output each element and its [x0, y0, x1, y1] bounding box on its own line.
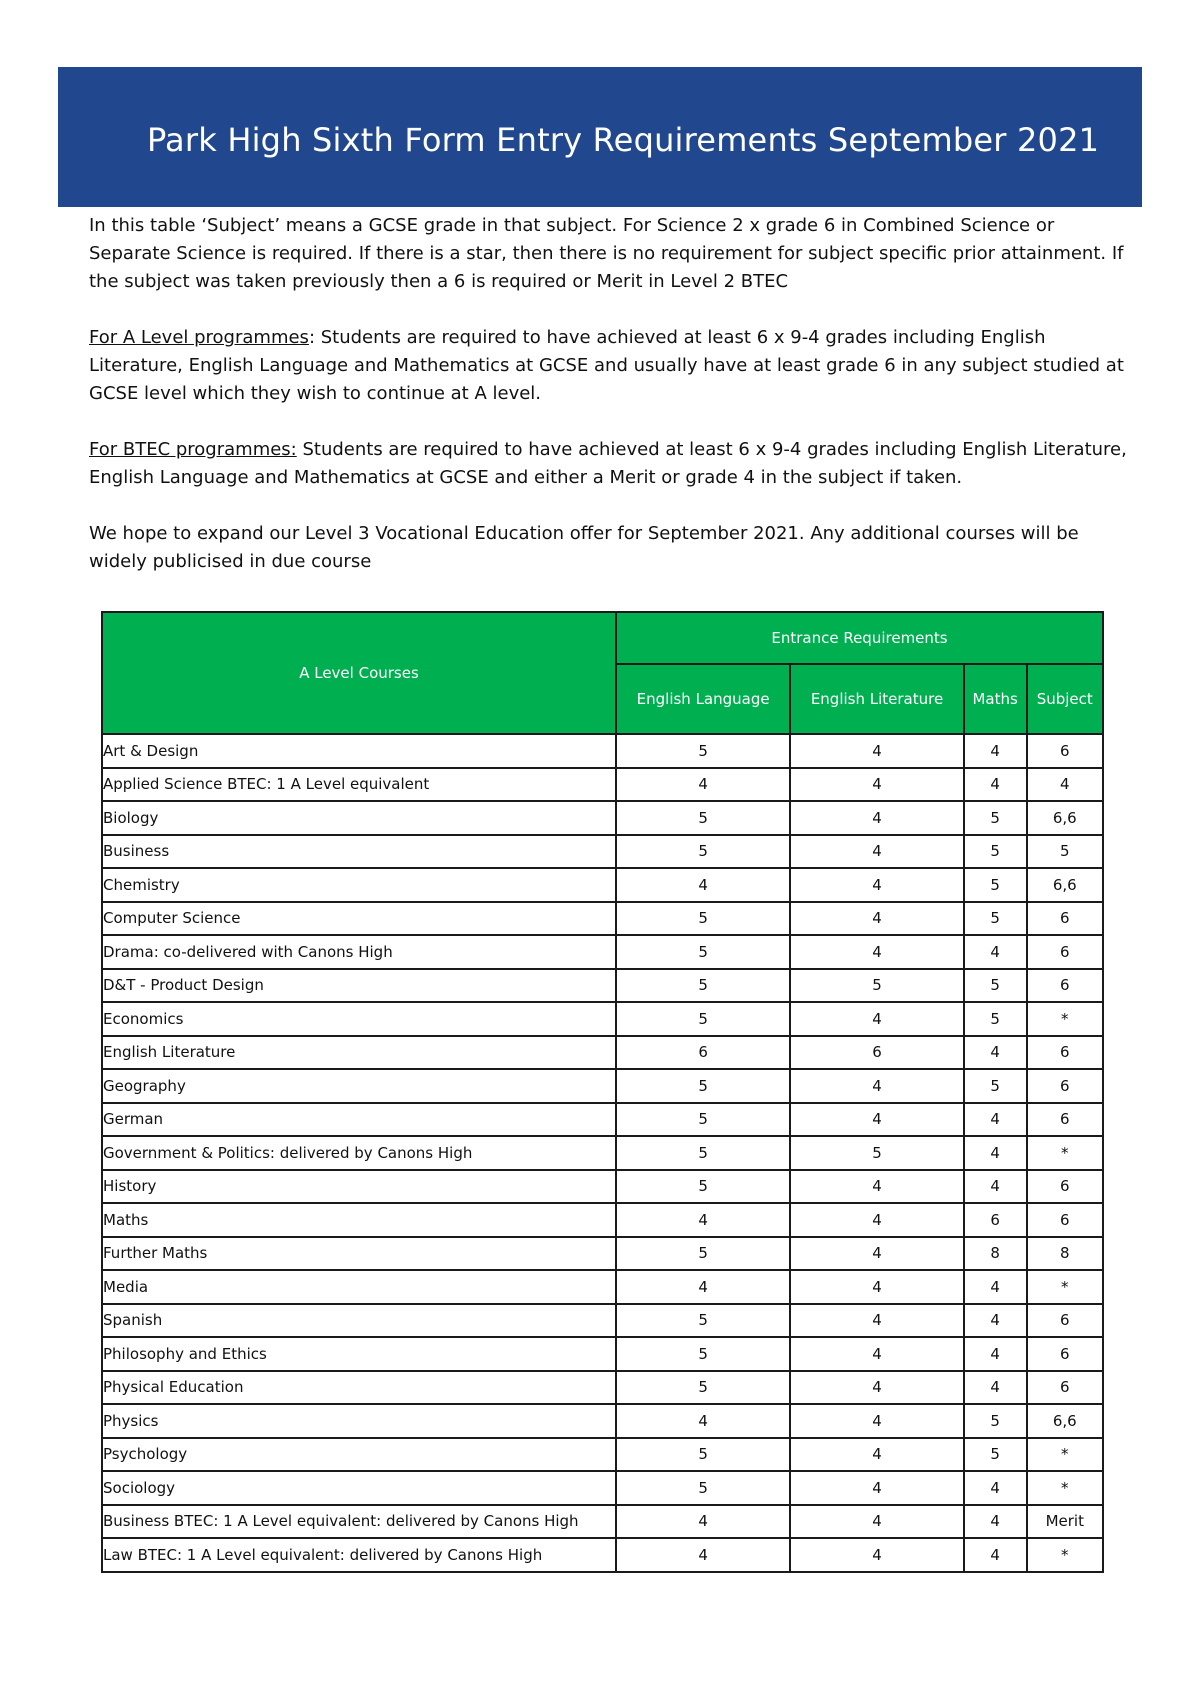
table-row	[102, 734, 1103, 768]
grade-cell: 4	[790, 1103, 964, 1137]
grade-cell: 4	[964, 1538, 1027, 1572]
grade-cell: 4	[964, 768, 1027, 802]
course-name-cell: German	[102, 1103, 616, 1137]
grade-cell: Merit	[1027, 1505, 1103, 1539]
grade-cell: 6	[790, 1036, 964, 1070]
grade-cell: 4	[790, 1538, 964, 1572]
grade-cell: 4	[790, 835, 964, 869]
grade-cell: 5	[616, 1337, 790, 1371]
grade-cell: 4	[790, 1002, 964, 1036]
grade-cell: 4	[790, 768, 964, 802]
grade-cell: 4	[790, 1438, 964, 1472]
grade-cell: 4	[964, 935, 1027, 969]
course-name-cell: Psychology	[102, 1438, 616, 1472]
grade-cell: 5	[616, 1103, 790, 1137]
course-name-cell: Business BTEC: 1 A Level equivalent: delivered by Canons High	[102, 1505, 616, 1539]
grade-cell: 6	[1027, 1036, 1103, 1070]
course-name-cell: Business	[102, 835, 616, 869]
table-row	[102, 1136, 1103, 1170]
grade-cell: 4	[616, 1270, 790, 1304]
english-literature-header: English Literature	[790, 664, 964, 734]
grade-cell: 5	[616, 734, 790, 768]
grade-cell: 4	[616, 1203, 790, 1237]
grade-cell: 8	[1027, 1237, 1103, 1271]
grade-cell: 4	[616, 768, 790, 802]
table-row	[102, 1103, 1103, 1137]
intro-paragraph-a-level	[89, 324, 1141, 408]
course-name-cell: Maths	[102, 1203, 616, 1237]
grade-cell: 5	[964, 868, 1027, 902]
grade-cell: 6	[1027, 1170, 1103, 1204]
grade-cell: 4	[616, 1404, 790, 1438]
grade-cell: 5	[964, 969, 1027, 1003]
grade-cell: 4	[616, 1538, 790, 1572]
table-row	[102, 1371, 1103, 1405]
grade-cell: 5	[616, 1471, 790, 1505]
grade-cell: 4	[964, 1505, 1027, 1539]
english-language-header: English Language	[616, 664, 790, 734]
grade-cell: 5	[616, 1371, 790, 1405]
grade-cell: 6	[616, 1036, 790, 1070]
grade-cell: 4	[964, 1471, 1027, 1505]
course-name-cell: Chemistry	[102, 868, 616, 902]
grade-cell: 5	[616, 801, 790, 835]
entry-requirements-table	[101, 611, 1104, 1573]
grade-cell: 4	[790, 1237, 964, 1271]
intro-text	[89, 212, 1141, 604]
btec-text: Students are required to have achieved at least 6 x 9-4 grades including English Literature, English Language and Mathematics at GCSE and either a Merit or grade 4 in the subject if taken.	[89, 439, 1127, 488]
grade-cell: 5	[616, 935, 790, 969]
grade-cell: *	[1027, 1438, 1103, 1472]
grade-cell: 5	[790, 969, 964, 1003]
grade-cell: 5	[616, 1237, 790, 1271]
table-row	[102, 1203, 1103, 1237]
grade-cell: 4	[790, 1471, 964, 1505]
table-row	[102, 1237, 1103, 1271]
grade-cell: 4	[790, 1404, 964, 1438]
course-name-cell: Drama: co-delivered with Canons High	[102, 935, 616, 969]
course-name-cell: Law BTEC: 1 A Level equivalent: delivered by Canons High	[102, 1538, 616, 1572]
grade-cell: 5	[616, 1069, 790, 1103]
grade-cell: 4	[1027, 768, 1103, 802]
table-row	[102, 1036, 1103, 1070]
table-row	[102, 1170, 1103, 1204]
course-name-cell: Sociology	[102, 1471, 616, 1505]
table-row	[102, 835, 1103, 869]
grade-cell: 6	[1027, 734, 1103, 768]
grade-cell: 5	[1027, 835, 1103, 869]
course-name-cell: D&T - Product Design	[102, 969, 616, 1003]
course-name-cell: Further Maths	[102, 1237, 616, 1271]
grade-cell: 4	[790, 1203, 964, 1237]
grade-cell: 4	[964, 1270, 1027, 1304]
grade-cell: 6	[964, 1203, 1027, 1237]
grade-cell: 5	[964, 1002, 1027, 1036]
table-row	[102, 1270, 1103, 1304]
course-name-cell: Government & Politics: delivered by Canons High	[102, 1136, 616, 1170]
grade-cell: 5	[616, 1002, 790, 1036]
intro-paragraph-subject: In this table ‘Subject’ means a GCSE grade in that subject. For Science 2 x grade 6 in Combined Science or Separate Science is required. If there is a star, then there is no requirement for subject specific prior attainment. If the subject was taken previously then a 6 is required or Merit in Level 2 BTEC	[89, 215, 1124, 292]
grade-cell: 6	[1027, 902, 1103, 936]
grade-cell: 4	[790, 1270, 964, 1304]
grade-cell: 5	[616, 969, 790, 1003]
table-row	[102, 969, 1103, 1003]
grade-cell: 5	[616, 1438, 790, 1472]
grade-cell: 5	[790, 1136, 964, 1170]
grade-cell: 5	[616, 1304, 790, 1338]
course-name-cell: Art & Design	[102, 734, 616, 768]
grade-cell: 4	[964, 1170, 1027, 1204]
grade-cell: *	[1027, 1471, 1103, 1505]
table-row	[102, 1337, 1103, 1371]
page-title: Park High Sixth Form Entry Requirements September 2021	[147, 121, 1100, 159]
grade-cell: 6	[1027, 1371, 1103, 1405]
table-row	[102, 1438, 1103, 1472]
grade-cell: 4	[964, 1103, 1027, 1137]
grade-cell: 5	[964, 1404, 1027, 1438]
a-level-text: : Students are required to have achieved at least 6 x 9-4 grades including English Literature, English Language and Mathematics at GCSE and usually have at least grade 6 in any subject studied at GCSE level which they wish to continue at A level.	[89, 327, 1124, 404]
grade-cell: 4	[790, 902, 964, 936]
grade-cell: 4	[790, 1371, 964, 1405]
grade-cell: 6,6	[1027, 801, 1103, 835]
table-row	[102, 1069, 1103, 1103]
grade-cell: 5	[964, 835, 1027, 869]
grade-cell: *	[1027, 1136, 1103, 1170]
table-row	[102, 1471, 1103, 1505]
table-row	[102, 1404, 1103, 1438]
grade-cell: 4	[616, 1505, 790, 1539]
table-row	[102, 902, 1103, 936]
grade-cell: *	[1027, 1270, 1103, 1304]
course-column-header: A Level Courses	[102, 612, 616, 734]
course-name-cell: Applied Science BTEC: 1 A Level equivalent	[102, 768, 616, 802]
course-name-cell: History	[102, 1170, 616, 1204]
grade-cell: 4	[964, 1036, 1027, 1070]
grade-cell: 4	[964, 734, 1027, 768]
intro-paragraph-vocational: We hope to expand our Level 3 Vocational Education offer for September 2021. Any additional courses will be widely publicised in due course	[89, 523, 1079, 572]
table-row	[102, 1538, 1103, 1572]
grade-cell: 4	[790, 935, 964, 969]
grade-cell: 6	[1027, 1203, 1103, 1237]
btec-label: For BTEC programmes:	[89, 439, 297, 460]
course-name-cell: Physics	[102, 1404, 616, 1438]
grade-cell: 6	[1027, 969, 1103, 1003]
title-banner	[58, 67, 1142, 207]
grade-cell: 5	[964, 1069, 1027, 1103]
grade-cell: 4	[964, 1371, 1027, 1405]
grade-cell: 4	[790, 1170, 964, 1204]
grade-cell: 5	[616, 902, 790, 936]
course-name-cell: Biology	[102, 801, 616, 835]
table-body	[102, 734, 1103, 1572]
grade-cell: 4	[790, 1337, 964, 1371]
intro-paragraph-btec	[89, 436, 1141, 492]
grade-cell: 4	[790, 868, 964, 902]
grade-cell: 6	[1027, 1337, 1103, 1371]
grade-cell: 5	[964, 902, 1027, 936]
subject-header: Subject	[1027, 664, 1103, 734]
table-row	[102, 1304, 1103, 1338]
course-name-cell: Philosophy and Ethics	[102, 1337, 616, 1371]
a-level-label: For A Level programmes	[89, 327, 309, 348]
maths-header: Maths	[964, 664, 1027, 734]
table-row	[102, 801, 1103, 835]
grade-cell: 4	[790, 1505, 964, 1539]
grade-cell: 6,6	[1027, 1404, 1103, 1438]
course-name-cell: Computer Science	[102, 902, 616, 936]
course-name-cell: Geography	[102, 1069, 616, 1103]
grade-cell: 6	[1027, 1069, 1103, 1103]
table-row	[102, 868, 1103, 902]
grade-cell: 5	[616, 1136, 790, 1170]
course-name-cell: Spanish	[102, 1304, 616, 1338]
course-name-cell: Physical Education	[102, 1371, 616, 1405]
grade-cell: *	[1027, 1002, 1103, 1036]
grade-cell: 6	[1027, 1304, 1103, 1338]
grade-cell: 6	[1027, 1103, 1103, 1137]
grade-cell: 6	[1027, 935, 1103, 969]
grade-cell: 4	[964, 1136, 1027, 1170]
grade-cell: 4	[964, 1304, 1027, 1338]
grade-cell: 5	[964, 801, 1027, 835]
grade-cell: 6,6	[1027, 868, 1103, 902]
table-row	[102, 935, 1103, 969]
grade-cell: *	[1027, 1538, 1103, 1572]
grade-cell: 4	[790, 1069, 964, 1103]
grade-cell: 4	[790, 801, 964, 835]
grade-cell: 4	[790, 1304, 964, 1338]
grade-cell: 8	[964, 1237, 1027, 1271]
table-row	[102, 1505, 1103, 1539]
grade-cell: 4	[790, 734, 964, 768]
entrance-requirements-header: Entrance Requirements	[616, 612, 1103, 664]
grade-cell: 4	[964, 1337, 1027, 1371]
course-name-cell: Economics	[102, 1002, 616, 1036]
grade-cell: 4	[616, 868, 790, 902]
course-name-cell: English Literature	[102, 1036, 616, 1070]
course-name-cell: Media	[102, 1270, 616, 1304]
grade-cell: 5	[964, 1438, 1027, 1472]
table-row	[102, 1002, 1103, 1036]
table-row	[102, 768, 1103, 802]
grade-cell: 5	[616, 1170, 790, 1204]
grade-cell: 5	[616, 835, 790, 869]
